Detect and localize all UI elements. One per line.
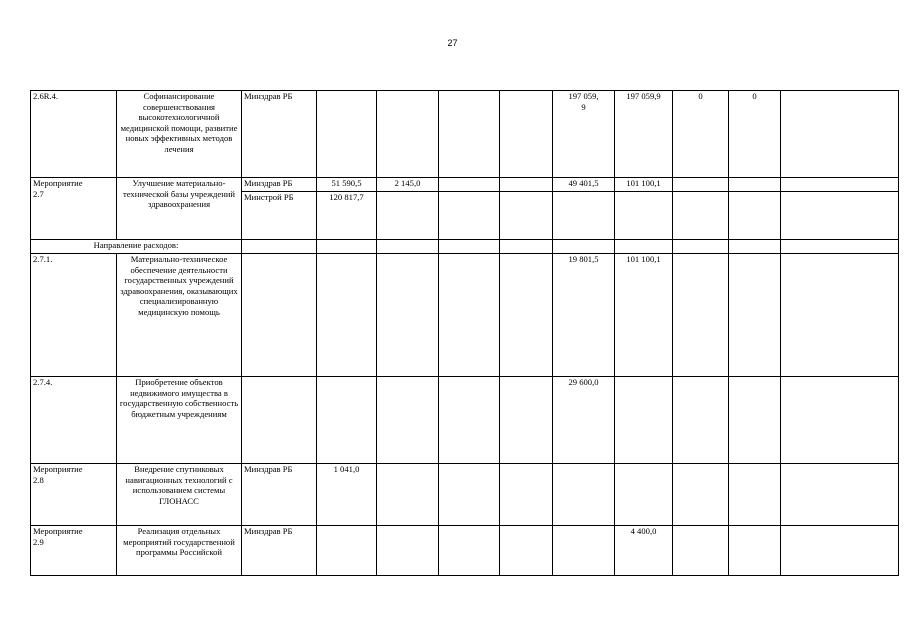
cell: [500, 178, 553, 192]
cell: [500, 240, 553, 254]
cell: [317, 254, 377, 377]
cell: [553, 192, 615, 240]
cell: [500, 192, 553, 240]
cell: [781, 240, 899, 254]
table-row: [31, 377, 899, 464]
cell: [500, 91, 553, 178]
cell: [729, 254, 781, 377]
cell: [553, 240, 615, 254]
cell: [615, 192, 673, 240]
cell: [242, 254, 317, 377]
cell: [781, 91, 899, 178]
row-name: Реализация отдельных мероприятий государственной программы Российской: [117, 526, 242, 576]
cell: [781, 377, 899, 464]
cell-value: 0: [729, 91, 781, 178]
cell-value: 2 145,0: [377, 178, 439, 192]
cell: [729, 192, 781, 240]
row-responsible: Минздрав РБ: [242, 91, 317, 178]
cell: [317, 240, 377, 254]
cell: [500, 254, 553, 377]
cell: [615, 377, 673, 464]
page-number: 27: [447, 38, 458, 48]
section-label: Направление расходов:: [31, 240, 242, 254]
cell-value: 51 590,5: [317, 178, 377, 192]
row-code: Мероприятие 2.8: [31, 464, 117, 526]
cell: [377, 377, 439, 464]
cell-value: 49 401,5: [553, 178, 615, 192]
cell: [439, 377, 500, 464]
cell: [673, 377, 729, 464]
cell: [439, 178, 500, 192]
cell: [500, 377, 553, 464]
table-row: [31, 91, 899, 178]
row-code: Мероприятие 2.9: [31, 526, 117, 576]
cell: [439, 254, 500, 377]
cell: [317, 526, 377, 576]
row-code: 2.7.4.: [31, 377, 117, 464]
cell: [317, 91, 377, 178]
cell: [781, 192, 899, 240]
table-row: [31, 254, 899, 377]
row-responsible: Минздрав РБ: [242, 526, 317, 576]
cell: [729, 240, 781, 254]
cell-value: 197 059,9: [615, 91, 673, 178]
cell: [500, 526, 553, 576]
budget-table: [30, 90, 899, 576]
cell: [377, 254, 439, 377]
cell: [729, 178, 781, 192]
row-responsible: Минздрав РБ: [242, 464, 317, 526]
cell: [439, 91, 500, 178]
cell: [673, 240, 729, 254]
cell: [553, 526, 615, 576]
cell-value: 101 100,1: [615, 254, 673, 377]
table-row: [31, 526, 899, 576]
cell: [242, 240, 317, 254]
row-name: Материально-техническое обеспечение деятельности государственных учреждений здравоохранения, оказывающих специализированную медицинскую помощь: [117, 254, 242, 377]
cell: [673, 192, 729, 240]
cell: [317, 377, 377, 464]
cell-value: 0: [673, 91, 729, 178]
cell: [439, 240, 500, 254]
cell: [781, 464, 899, 526]
cell: [729, 377, 781, 464]
row-responsible: Минстрой РБ: [242, 192, 317, 240]
cell-value: 29 600,0: [553, 377, 615, 464]
cell: [781, 526, 899, 576]
cell-value: 120 817,7: [317, 192, 377, 240]
cell: [729, 464, 781, 526]
cell: [242, 377, 317, 464]
table-row: [31, 240, 899, 254]
row-responsible: Минздрав РБ: [242, 178, 317, 192]
cell-value: 4 400,0: [615, 526, 673, 576]
row-name: Софинансирование совершенствования высокотехнологичной медицинской помощи, развитие новых эффективных методов лечения: [117, 91, 242, 178]
cell: [781, 254, 899, 377]
cell-value: 101 100,1: [615, 178, 673, 192]
cell: [377, 91, 439, 178]
cell: [439, 464, 500, 526]
cell: [377, 240, 439, 254]
cell: [781, 178, 899, 192]
cell: [615, 240, 673, 254]
cell: [673, 526, 729, 576]
cell: [673, 464, 729, 526]
table-row: [31, 464, 899, 526]
cell: [615, 464, 673, 526]
cell-value: 197 059, 9: [553, 91, 615, 178]
cell: [729, 526, 781, 576]
cell-value: 19 801,5: [553, 254, 615, 377]
row-name: Внедрение спутниковых навигационных технологий с использованием системы ГЛОНАСС: [117, 464, 242, 526]
cell: [439, 192, 500, 240]
row-code: 2.7.1.: [31, 254, 117, 377]
cell-value: 1 041,0: [317, 464, 377, 526]
cell: [377, 192, 439, 240]
table-row: [31, 178, 899, 192]
cell: [377, 464, 439, 526]
cell: [439, 526, 500, 576]
cell: [673, 178, 729, 192]
cell: [553, 464, 615, 526]
cell: [377, 526, 439, 576]
row-name: Приобретение объектов недвижимого имущества в государственную собственность бюджетным учреждениям: [117, 377, 242, 464]
row-code: 2.6R.4.: [31, 91, 117, 178]
row-code: Мероприятие 2.7: [31, 178, 117, 240]
cell: [673, 254, 729, 377]
cell: [500, 464, 553, 526]
row-name: Улучшение материально-технической базы учреждений здравоохранения: [117, 178, 242, 240]
